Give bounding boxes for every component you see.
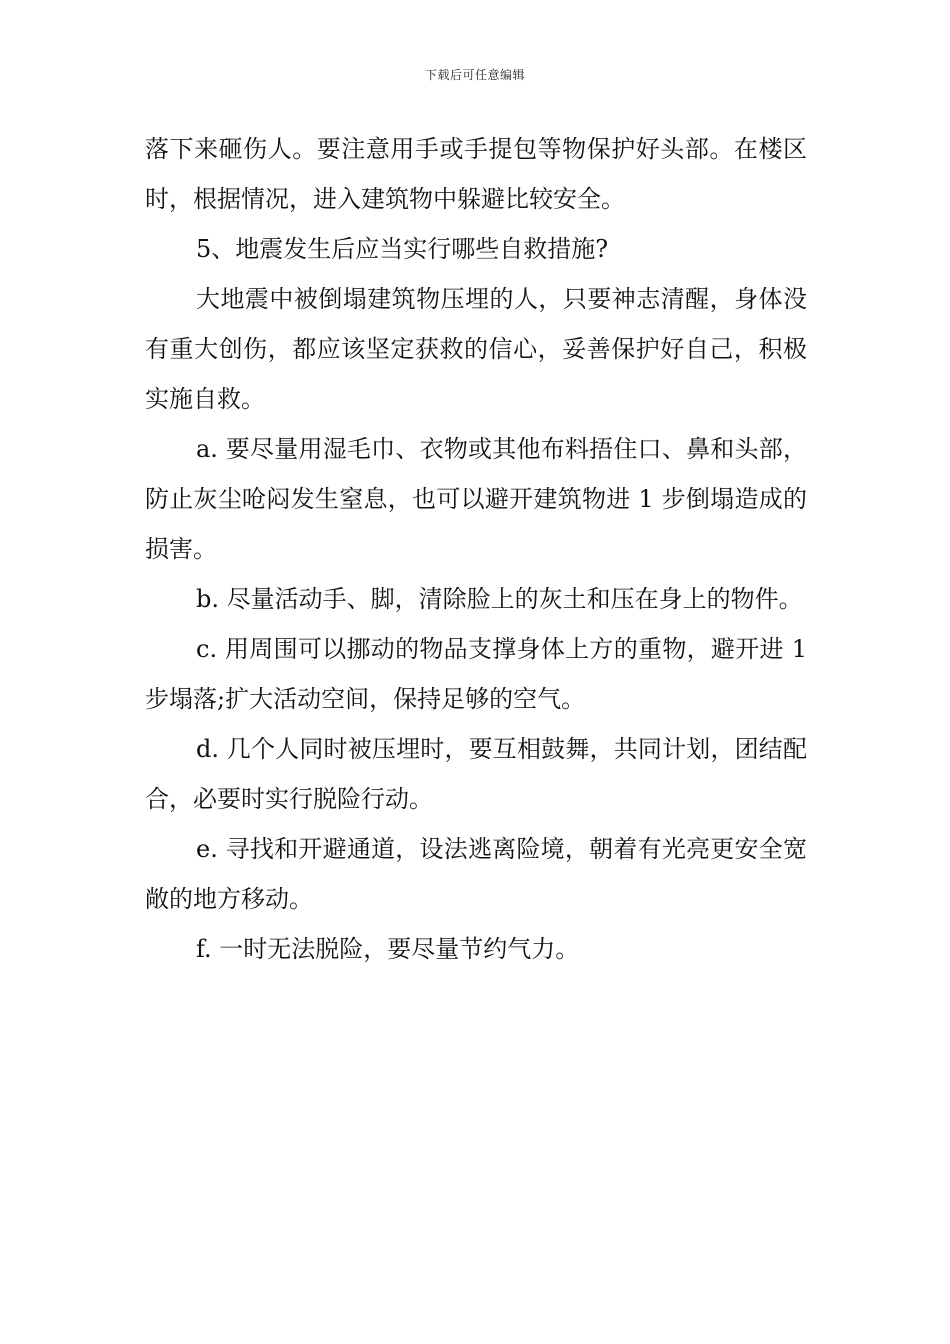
list-item-b: b. 尽量活动手、脚，清除脸上的灰土和压在身上的物件。 xyxy=(196,585,803,613)
list-item-d: d. 几个人同时被压埋时，要互相鼓舞，共同计划，团结配合，必要时实行脱险行动。 xyxy=(145,735,807,813)
document-body xyxy=(145,124,807,974)
section-heading: 5、地震发生后应当实行哪些自救措施? xyxy=(196,235,609,263)
list-item-f: f. 一时无法脱险，要尽量节约气力。 xyxy=(196,935,580,963)
list-item-a: a. 要尽量用湿毛巾、衣物或其他布料捂住口、鼻和头部，防止灰尘呛闷发生窒息，也可以避开建筑物进 1 步倒塌造成的损害。 xyxy=(145,435,807,563)
page-header: 下载后可任意编辑 xyxy=(424,68,525,82)
paragraph-intro: 大地震中被倒塌建筑物压埋的人，只要神志清醒，身体没有重大创伤，都应该坚定获救的信心，妥善保护好自己，积极实施自救。 xyxy=(145,285,807,413)
list-item-e: e. 寻找和开避通道，设法逃离险境，朝着有光亮更安全宽敞的地方移动。 xyxy=(145,835,807,913)
paragraph-continuation: 落下来砸伤人。要注意用手或手提包等物保护好头部。在楼区时，根据情况，进入建筑物中躲避比较安全。 xyxy=(145,135,807,213)
list-item-c: c. 用周围可以挪动的物品支撑身体上方的重物，避开进 1 步塌落;扩大活动空间，保持足够的空气。 xyxy=(145,635,807,713)
